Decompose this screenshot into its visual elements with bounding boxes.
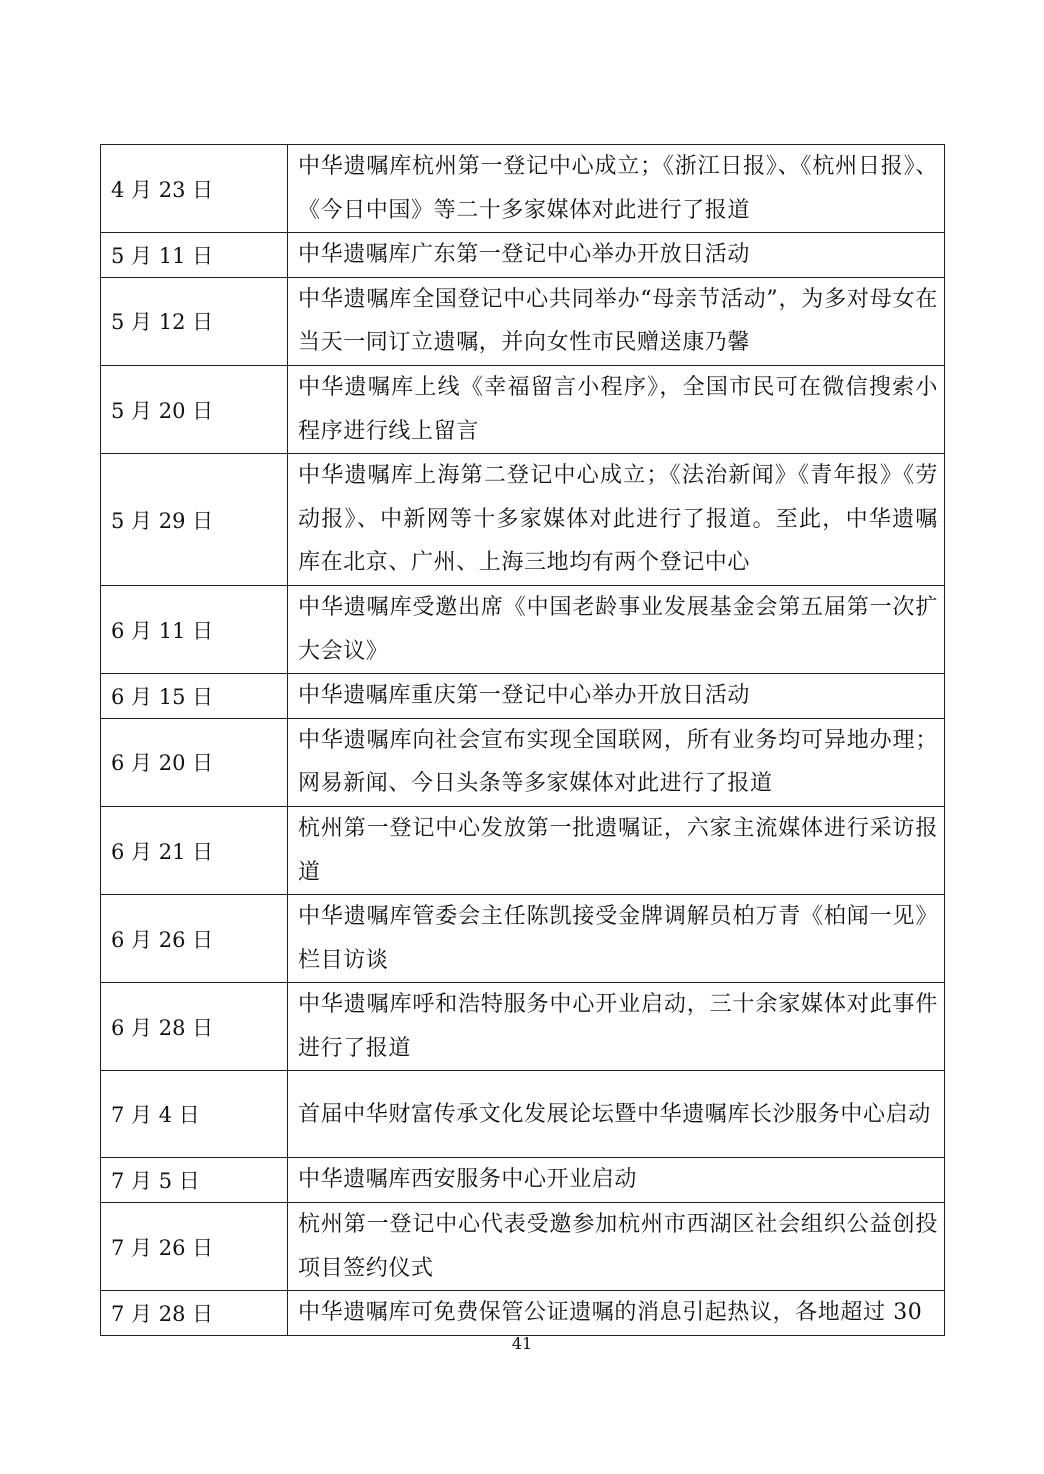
- date-cell: 6 月 11 日: [101, 585, 288, 673]
- event-cell: 中华遗嘱库上海第二登记中心成立；《法治新闻》《青年报》《劳动报》、中新网等十多家媒体对此进行了报道。至此，中华遗嘱库在北京、广州、上海三地均有两个登记中心: [288, 454, 945, 586]
- table-row: [101, 806, 945, 894]
- date-cell: 6 月 26 日: [101, 895, 288, 983]
- events-table: [100, 144, 945, 1336]
- date-cell: 4 月 23 日: [101, 145, 288, 233]
- table-row: [101, 1203, 945, 1291]
- event-cell: 杭州第一登记中心代表受邀参加杭州市西湖区社会组织公益创投项目签约仪式: [288, 1203, 945, 1291]
- event-cell: 中华遗嘱库重庆第一登记中心举办开放日活动: [288, 674, 945, 719]
- date-cell: 6 月 28 日: [101, 983, 288, 1071]
- event-cell: 中华遗嘱库受邀出席《中国老龄事业发展基金会第五届第一次扩大会议》: [288, 585, 945, 673]
- table-row: [101, 1291, 945, 1336]
- event-cell: 首届中华财富传承文化发展论坛暨中华遗嘱库长沙服务中心启动: [288, 1071, 945, 1158]
- table-row: [101, 365, 945, 453]
- event-cell: 中华遗嘱库西安服务中心开业启动: [288, 1158, 945, 1203]
- table-row: [101, 585, 945, 673]
- date-cell: 7 月 28 日: [101, 1291, 288, 1336]
- table-row: [101, 718, 945, 806]
- table-row: [101, 277, 945, 365]
- event-cell: 中华遗嘱库全国登记中心共同举办“母亲节活动”，为多对母女在当天一同订立遗嘱，并向女性市民赠送康乃馨: [288, 277, 945, 365]
- table-row: [101, 1158, 945, 1203]
- event-cell: 中华遗嘱库上线《幸福留言小程序》，全国市民可在微信搜索小程序进行线上留言: [288, 365, 945, 453]
- table-row: [101, 895, 945, 983]
- date-cell: 5 月 20 日: [101, 365, 288, 453]
- table-row: [101, 454, 945, 586]
- date-cell: 7 月 5 日: [101, 1158, 288, 1203]
- date-cell: 7 月 26 日: [101, 1203, 288, 1291]
- event-cell: 中华遗嘱库管委会主任陈凯接受金牌调解员柏万青《柏闻一见》栏目访谈: [288, 895, 945, 983]
- date-cell: 5 月 29 日: [101, 454, 288, 586]
- date-cell: 6 月 15 日: [101, 674, 288, 719]
- date-cell: 5 月 12 日: [101, 277, 288, 365]
- date-cell: 5 月 11 日: [101, 233, 288, 278]
- table-row: [101, 1071, 945, 1158]
- date-cell: 6 月 20 日: [101, 718, 288, 806]
- event-cell: 中华遗嘱库向社会宣布实现全国联网，所有业务均可异地办理；网易新闻、今日头条等多家媒体对此进行了报道: [288, 718, 945, 806]
- event-cell: 中华遗嘱库呼和浩特服务中心开业启动，三十余家媒体对此事件进行了报道: [288, 983, 945, 1071]
- event-cell: 中华遗嘱库杭州第一登记中心成立；《浙江日报》、《杭州日报》、《今日中国》等二十多家媒体对此进行了报道: [288, 145, 945, 233]
- date-cell: 7 月 4 日: [101, 1071, 288, 1158]
- event-cell: 中华遗嘱库广东第一登记中心举办开放日活动: [288, 233, 945, 278]
- date-cell: 6 月 21 日: [101, 806, 288, 894]
- event-cell: 中华遗嘱库可免费保管公证遗嘱的消息引起热议，各地超过 30: [288, 1291, 945, 1336]
- event-cell: 杭州第一登记中心发放第一批遗嘱证，六家主流媒体进行采访报道: [288, 806, 945, 894]
- table-row: [101, 983, 945, 1071]
- table-row: [101, 145, 945, 233]
- page-number: 41: [511, 1334, 533, 1353]
- table-row: [101, 674, 945, 719]
- table-row: [101, 233, 945, 278]
